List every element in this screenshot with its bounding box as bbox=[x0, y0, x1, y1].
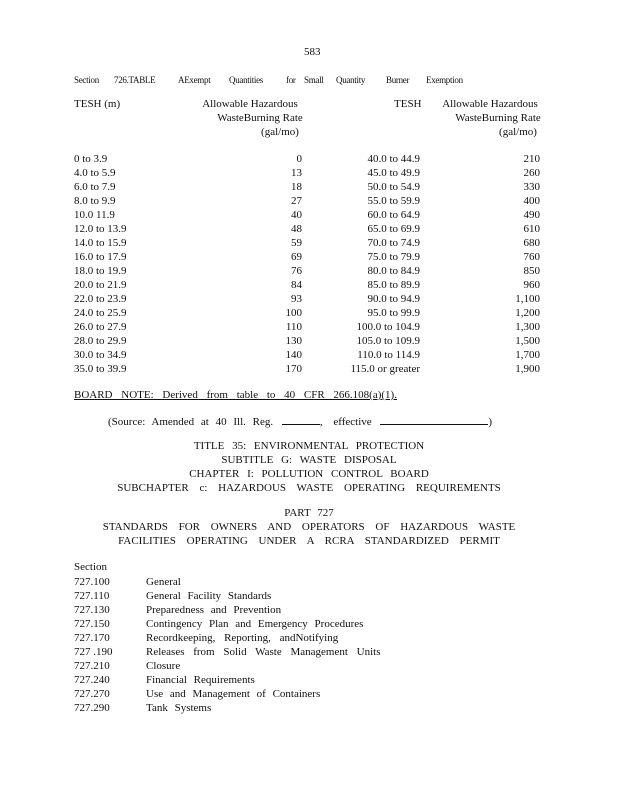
section-title: General Facility Standards bbox=[146, 590, 272, 602]
table-cell: 0 bbox=[296, 153, 302, 165]
table-cell: 760 bbox=[523, 251, 540, 263]
col-rate-header-line1: Allowable Hazardous bbox=[202, 98, 298, 110]
source-middle: , effective bbox=[319, 416, 372, 428]
section-title: Recordkeeping, Reporting, andNotifying bbox=[146, 632, 339, 644]
table-cell: 115.0 or greater bbox=[350, 363, 420, 375]
col-tesh2-header: TESH bbox=[394, 98, 422, 110]
header-word: Burner bbox=[386, 75, 410, 85]
table-cell: 110.0 to 114.9 bbox=[357, 349, 420, 361]
table-cell: 35.0 to 39.9 bbox=[74, 363, 127, 375]
source-suffix: ) bbox=[488, 416, 493, 428]
table-cell: 14.0 to 15.9 bbox=[74, 237, 127, 249]
header-word: for bbox=[286, 75, 296, 85]
table-cell: 140 bbox=[285, 349, 302, 361]
table-cell: 28.0 to 29.9 bbox=[74, 335, 127, 347]
col-rate2-header-line2: WasteBurning Rate bbox=[455, 112, 541, 124]
header-word: Quantities bbox=[229, 75, 263, 85]
table-cell: 100 bbox=[285, 307, 302, 319]
section-header bbox=[74, 75, 474, 87]
header-word: AExempt bbox=[178, 75, 211, 85]
table-cell: 76 bbox=[291, 265, 302, 277]
table-cell: 6.0 to 7.9 bbox=[74, 181, 116, 193]
table-cell: 59 bbox=[291, 237, 302, 249]
table-cell: 1,500 bbox=[515, 335, 540, 347]
page-number: 583 bbox=[304, 46, 321, 58]
section-number: 727.130 bbox=[74, 604, 110, 616]
col-rate2 bbox=[470, 152, 540, 376]
col-rate bbox=[242, 152, 302, 376]
section-number: 727.270 bbox=[74, 688, 110, 700]
source-prefix: (Source: Amended at 40 Ill. Reg. bbox=[108, 416, 274, 428]
sections-heading: Section bbox=[74, 561, 107, 573]
table-cell: 680 bbox=[523, 237, 540, 249]
table-cell: 130 bbox=[285, 335, 302, 347]
header-word: Quantity bbox=[336, 75, 366, 85]
list-item bbox=[74, 603, 474, 617]
table-cell: 1,100 bbox=[515, 293, 540, 305]
header-word: 726.TABLE bbox=[114, 75, 156, 85]
table-cell: 210 bbox=[523, 153, 540, 165]
table-cell: 18.0 to 19.9 bbox=[74, 265, 127, 277]
col-rate-header-line3: (gal/mo) bbox=[261, 126, 299, 138]
table-cell: 400 bbox=[523, 195, 540, 207]
table-cell: 22.0 to 23.9 bbox=[74, 293, 127, 305]
section-number: 727.290 bbox=[74, 702, 110, 714]
col-rate2-header-line1: Allowable Hazardous bbox=[442, 98, 538, 110]
table-cell: 75.0 to 79.9 bbox=[367, 251, 420, 263]
table-cell: 170 bbox=[285, 363, 302, 375]
table-cell: 93 bbox=[291, 293, 302, 305]
table-cell: 110 bbox=[285, 321, 302, 333]
table-cell: 12.0 to 13.9 bbox=[74, 223, 127, 235]
table-cell: 1,300 bbox=[515, 321, 540, 333]
table-cell: 65.0 to 69.9 bbox=[367, 223, 420, 235]
list-item bbox=[74, 673, 474, 687]
board-note: BOARD NOTE: Derived from table to 40 CFR 266.108(a)(1). bbox=[74, 389, 397, 401]
section-title: Releases from Solid Waste Management Units bbox=[146, 646, 381, 658]
list-item bbox=[74, 701, 474, 715]
part-number: PART 727 bbox=[284, 507, 334, 519]
table-cell: 26.0 to 27.9 bbox=[74, 321, 127, 333]
section-number: 727.240 bbox=[74, 674, 110, 686]
title-line: TITLE 35: ENVIRONMENTAL PROTECTION bbox=[193, 440, 425, 452]
section-title: Closure bbox=[146, 660, 181, 672]
section-title: Preparedness and Prevention bbox=[146, 604, 282, 616]
table-cell: 48 bbox=[291, 223, 302, 235]
table-cell: 100.0 to 104.9 bbox=[356, 321, 420, 333]
title-block bbox=[0, 439, 618, 495]
col-tesh bbox=[74, 152, 194, 376]
col-tesh2 bbox=[330, 152, 420, 376]
header-word: Exemption bbox=[426, 75, 463, 85]
section-number: 727.170 bbox=[74, 632, 110, 644]
effective-blank bbox=[380, 414, 488, 425]
part-title-line2: FACILITIES OPERATING UNDER A RCRA STANDARDIZED PERMIT bbox=[118, 535, 500, 547]
register-blank bbox=[282, 414, 320, 425]
table-cell: 610 bbox=[523, 223, 540, 235]
section-number: 727.210 bbox=[74, 660, 110, 672]
table-cell: 0 to 3.9 bbox=[74, 153, 108, 165]
section-title: Use and Management of Containers bbox=[146, 688, 321, 700]
table-cell: 850 bbox=[523, 265, 540, 277]
table-cell: 95.0 to 99.9 bbox=[367, 307, 420, 319]
table-cell: 330 bbox=[523, 181, 540, 193]
section-title: Financial Requirements bbox=[146, 674, 255, 686]
section-title: Contingency Plan and Emergency Procedures bbox=[146, 618, 364, 630]
table-cell: 260 bbox=[523, 167, 540, 179]
table-cell: 490 bbox=[523, 209, 540, 221]
table-cell: 13 bbox=[291, 167, 302, 179]
subtitle-line: SUBTITLE G: WASTE DISPOSAL bbox=[221, 454, 397, 466]
table-cell: 24.0 to 25.9 bbox=[74, 307, 127, 319]
table-cell: 1,200 bbox=[515, 307, 540, 319]
table-cell: 8.0 to 9.9 bbox=[74, 195, 116, 207]
table-cell: 85.0 to 89.9 bbox=[367, 279, 420, 291]
list-item bbox=[74, 589, 474, 603]
table-cell: 40.0 to 44.9 bbox=[367, 153, 420, 165]
table-cell: 84 bbox=[291, 279, 302, 291]
part-block bbox=[0, 506, 618, 548]
col-tesh-header: TESH (m) bbox=[74, 98, 121, 110]
section-number: 727.110 bbox=[74, 590, 110, 602]
part-title-line1: STANDARDS FOR OWNERS AND OPERATORS OF HAZARDOUS WASTE bbox=[102, 521, 516, 533]
header-word: Small bbox=[304, 75, 324, 85]
table-cell: 1,700 bbox=[515, 349, 540, 361]
table-cell: 69 bbox=[291, 251, 302, 263]
section-number: 727.100 bbox=[74, 576, 110, 588]
table-cell: 50.0 to 54.9 bbox=[367, 181, 420, 193]
list-item bbox=[74, 575, 474, 589]
list-item bbox=[74, 631, 474, 645]
section-number: 727 .190 bbox=[74, 646, 113, 658]
section-title: Tank Systems bbox=[146, 702, 212, 714]
table-cell: 70.0 to 74.9 bbox=[367, 237, 420, 249]
table-cell: 18 bbox=[291, 181, 302, 193]
list-item bbox=[74, 645, 474, 659]
table-cell: 1,900 bbox=[515, 363, 540, 375]
table-cell: 27 bbox=[291, 195, 302, 207]
table-cell: 4.0 to 5.9 bbox=[74, 167, 116, 179]
list-item bbox=[74, 687, 474, 701]
table-cell: 55.0 to 59.9 bbox=[367, 195, 420, 207]
col-rate-header-line2: WasteBurning Rate bbox=[217, 112, 303, 124]
section-list bbox=[74, 575, 474, 715]
table-cell: 105.0 to 109.9 bbox=[356, 335, 420, 347]
table-cell: 90.0 to 94.9 bbox=[367, 293, 420, 305]
table-cell: 60.0 to 64.9 bbox=[367, 209, 420, 221]
table-cell: 30.0 to 34.9 bbox=[74, 349, 127, 361]
section-number: 727.150 bbox=[74, 618, 110, 630]
table-cell: 45.0 to 49.9 bbox=[367, 167, 420, 179]
table-cell: 960 bbox=[523, 279, 540, 291]
table-cell: 10.0 11.9 bbox=[74, 209, 115, 221]
list-item bbox=[74, 659, 474, 673]
chapter-line: CHAPTER I: POLLUTION CONTROL BOARD bbox=[189, 468, 429, 480]
list-item bbox=[74, 617, 474, 631]
section-title: General bbox=[146, 576, 181, 588]
col-rate2-header-line3: (gal/mo) bbox=[499, 126, 537, 138]
header-word: Section bbox=[74, 75, 99, 85]
subchapter-line: SUBCHAPTER c: HAZARDOUS WASTE OPERATING REQUIREMENTS bbox=[117, 482, 501, 494]
source-line bbox=[108, 414, 492, 428]
table-cell: 20.0 to 21.9 bbox=[74, 279, 127, 291]
table-cell: 40 bbox=[291, 209, 302, 221]
table-cell: 80.0 to 84.9 bbox=[367, 265, 420, 277]
table-cell: 16.0 to 17.9 bbox=[74, 251, 127, 263]
